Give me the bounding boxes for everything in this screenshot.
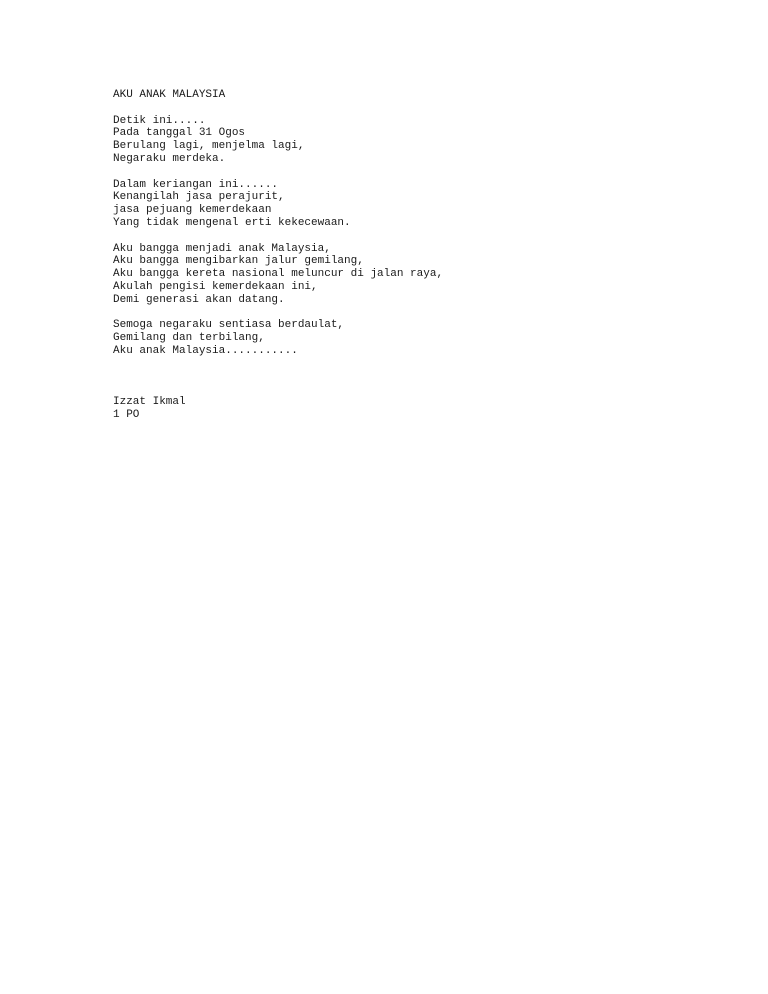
poem-line: Dalam keriangan ini...... <box>113 178 279 191</box>
poem-line: Semoga negaraku sentiasa berdaulat, <box>113 319 345 332</box>
poem-line: Aku bangga kereta nasional meluncur di jalan raya, <box>113 268 444 281</box>
stanza-3 <box>113 243 673 307</box>
stanza-4 <box>113 319 673 357</box>
poem-line: Negaraku merdeka. <box>113 152 226 165</box>
poem-line: Akulah pengisi kemerdekaan ini, <box>113 280 318 293</box>
poem-line: Demi generasi akan datang. <box>113 293 285 306</box>
poem-line: Berulang lagi, menjelma lagi, <box>113 140 305 153</box>
poem-line: Yang tidak mengenal erti kekecewaan. <box>113 216 351 229</box>
poem-line: Aku bangga mengibarkan jalur gemilang, <box>113 255 364 268</box>
poem-line: Detik ini..... <box>113 114 206 127</box>
stanza-1 <box>113 115 673 166</box>
poem-line: Aku bangga menjadi anak Malaysia, <box>113 242 331 255</box>
poem-title: AKU ANAK MALAYSIA <box>113 89 226 101</box>
author-class: 1 PO <box>113 408 140 421</box>
poem-line: jasa pejuang kemerdekaan <box>113 204 272 217</box>
poem-line: Pada tanggal 31 Ogos <box>113 127 246 140</box>
poem-document <box>113 89 673 422</box>
poem-line: Gemilang dan terbilang, <box>113 332 265 345</box>
author-name: Izzat Ikmal <box>113 396 186 409</box>
poem-line: Kenangilah jasa perajurit, <box>113 191 285 204</box>
stanza-2 <box>113 179 673 230</box>
poem-line: Aku anak Malaysia........... <box>113 344 298 357</box>
author-signature <box>113 396 673 422</box>
